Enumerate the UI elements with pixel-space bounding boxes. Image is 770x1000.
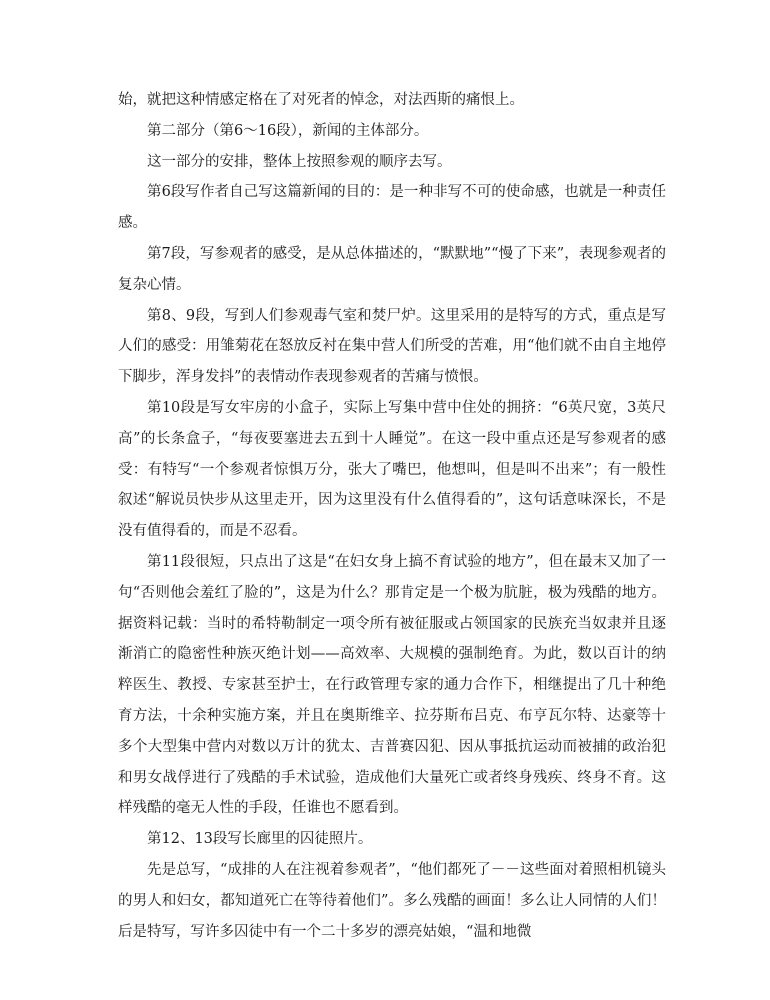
paragraph-overview-and-closeup: 先是总写，“成排的人在注视着参观者”，“他们都死了－－这些面对着照相机镜头的男人和妇女，都知道死亡在等待着他们”。多么残酷的画面！多么让人同情的人们！后是特写，写许多囚徒中有一个二十多岁的漂亮姑娘，“温和地微 (118, 861, 666, 940)
paragraph-section-10: 第10段是写女牢房的小盒子，实际上写集中营中住处的拥挤：“6英尺宽，3英尺高”的长条盒子，“每夜要塞进去五到十人睡觉”。在这一段中重点还是写参观者的感受：有特写“一个参观者惊惧万分，张大了嘴巴，他想叫，但是叫不出来”；有一般性叙述“解说员快步从这里走开，因为这里没有什么值得看的”，这句话意味深长，不是没有值得看的，而是不忍看。 (118, 399, 666, 540)
paragraph-part-two-heading: 第二部分（第6～16段），新闻的主体部分。 (147, 122, 429, 139)
paragraph-section-6: 第6段写作者自己写这篇新闻的目的：是一种非写不可的使命感，也就是一种责任感。 (118, 184, 666, 232)
paragraph-arrangement: 这一部分的安排，整体上按照参观的顺序去写。 (147, 153, 452, 170)
paragraph-section-7: 第7段，写参观者的感受，是从总体描述的，“默默地”“慢了下来”，表现参观者的复杂心情。 (118, 245, 666, 293)
article-body (118, 85, 666, 947)
paragraph-section-11: 第11段很短，只点出了这是“在妇女身上搞不育试验的地方”，但在最末又加了一句“否则他会羞红了脸的”，这是为什么？那肯定是一个极为肮脏，极为残酷的地方。据资料记载：当时的希特勒制定一项令所有被征服或占领国家的民族充当奴隶并且逐渐消亡的隐密性种族灭绝计划——高效率、大规模的强制绝育。为此，数以百计的纳粹医生、教授、专家甚至护士，在行政管理专家的通力合作下，相继提出了几十种绝育方法，十余种实施方案，并且在奥斯维辛、拉芬斯布吕克、布亨瓦尔特、达豪等十多个大型集中营内对数以万计的犹太、吉普赛囚犯、因从事抵抗运动而被捕的政治犯和男女战俘进行了残酷的手术试验，造成他们大量死亡或者终身残疾、终身不育。这样残酷的毫无人性的手段，任谁也不愿看到。 (118, 553, 666, 817)
paragraph-section-8-9: 第8、9段，写到人们参观毒气室和焚尸炉。这里采用的是特写的方式，重点是写人们的感受：用雏菊花在怒放反衬在集中营人们所受的苦难，用“他们就不由自主地停下脚步，浑身发抖”的表情动作表现参观者的苦痛与愤恨。 (118, 307, 666, 386)
paragraph-continuation: 始，就把这种情感定格在了对死者的悼念，对法西斯的痛恨上。 (118, 92, 524, 108)
paragraph-section-12-13: 第12、13段写长廊里的囚徒照片。 (147, 831, 373, 848)
